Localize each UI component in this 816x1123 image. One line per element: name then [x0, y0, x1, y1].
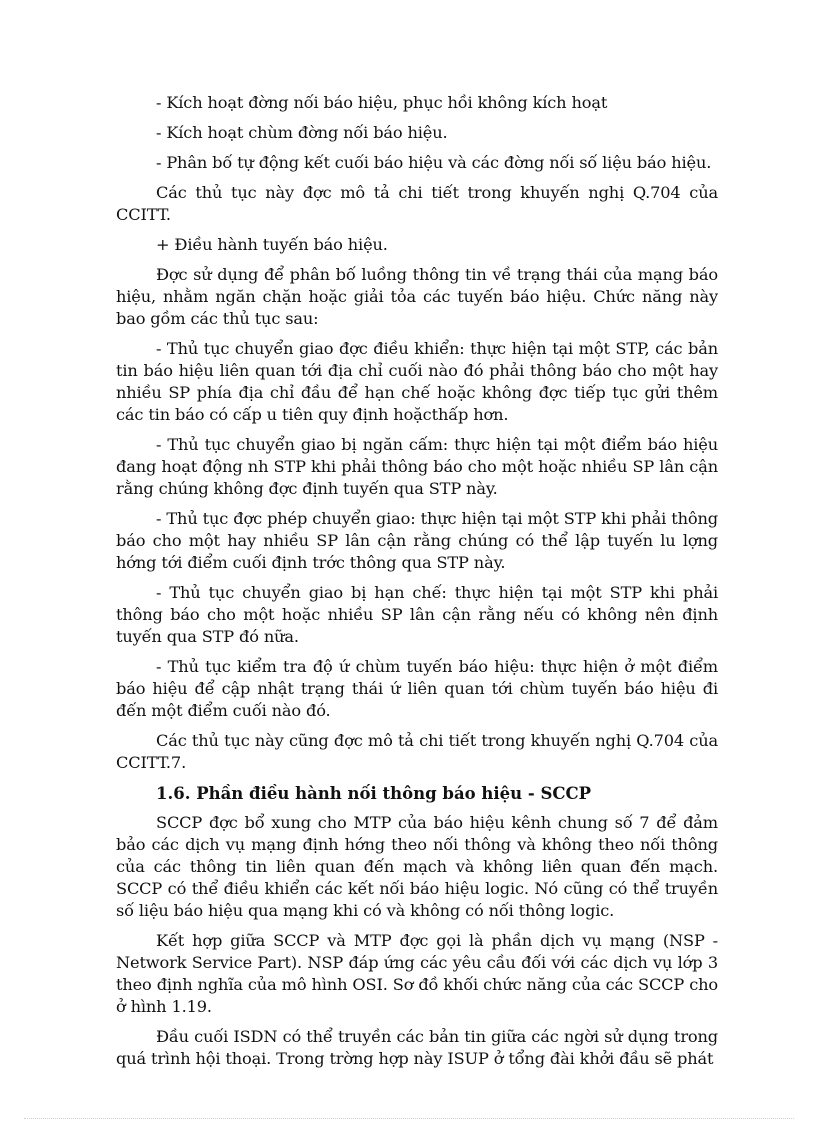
paragraph: - Phân bố tự động kết cuối báo hiệu và các đờng nối số liệu báo hiệu. — [156, 153, 712, 172]
paragraph: - Kích hoạt đờng nối báo hiệu, phục hồi không kích hoạt — [156, 93, 608, 112]
paragraph: - Thủ tục chuyển giao bị ngăn cấm: thực hiện tại một điểm báo hiệu đang hoạt động nh STP khi phải thông báo cho một hoặc nhiều SP lân cận rằng chúng không đợc định tuyến qua STP này. — [116, 435, 718, 498]
paragraph: - Thủ tục chuyển giao bị hạn chế: thực hiện tại một STP khi phải thông báo cho một hoặc nhiều SP lân cận rằng nếu có không nên định tuyến qua STP đó nữa. — [116, 583, 718, 646]
paragraph: Các thủ tục này cũng đợc mô tả chi tiết trong khuyến nghị Q.704 của CCITT.7. — [116, 731, 718, 772]
section-heading: 1.6. Phần điều hành nối thông báo hiệu - SCCP — [156, 784, 592, 803]
paragraph: - Kích hoạt chùm đờng nối báo hiệu. — [156, 123, 448, 142]
page-bottom-divider — [24, 1118, 794, 1119]
paragraph: SCCP đợc bổ xung cho MTP của báo hiệu kênh chung số 7 để đảm bảo các dịch vụ mạng định hớng theo nối thông và không theo nối thông của các thông tin liên quan đến mạch và không liên quan đến mạch. SCCP có thể điều khiển các kết nối báo hiệu logic. Nó cũng có thể truyền số liệu báo hiệu qua mạng khi có và không có nối thông logic. — [116, 813, 718, 920]
paragraph: - Thủ tục kiểm tra độ ứ chùm tuyến báo hiệu: thực hiện ở một điểm báo hiệu để cập nhật trạng thái ứ liên quan tới chùm tuyến báo hiệu đi đến một điểm cuối nào đó. — [116, 657, 718, 720]
paragraph: Các thủ tục này đợc mô tả chi tiết trong khuyến nghị Q.704 của CCITT. — [116, 183, 718, 224]
paragraph: Đầu cuối ISDN có thể truyền các bản tin giữa các ngời sử dụng trong quá trình hội thoại. Trong trờng hợp này ISUP ở tổng đài khởi đầu sẽ phát — [116, 1027, 718, 1068]
page-body — [116, 92, 718, 1078]
paragraph: Đợc sử dụng để phân bố luồng thông tin về trạng thái của mạng báo hiệu, nhằm ngăn chặn hoặc giải tỏa các tuyến báo hiệu. Chức năng này bao gồm các thủ tục sau: — [116, 265, 718, 328]
paragraph: - Thủ tục chuyển giao đợc điều khiển: thực hiện tại một STP, các bản tin báo hiệu liên quan tới địa chỉ cuối nào đó phải thông báo cho một hay nhiều SP phía địa chỉ đầu để hạn chế hoặc không đợc tiếp tục gửi thêm các tin báo có cấp u tiên quy định hoặcthấp hơn. — [116, 339, 718, 424]
paragraph: Kết hợp giữa SCCP và MTP đợc gọi là phần dịch vụ mạng (NSP - Network Service Part). NSP đáp ứng các yêu cầu đối với các dịch vụ lớp 3 theo định nghĩa của mô hình OSI. Sơ đồ khối chức năng của các SCCP cho ở hình 1.19. — [116, 931, 718, 1016]
paragraph: - Thủ tục đợc phép chuyển giao: thực hiện tại một STP khi phải thông báo cho một hay nhiều SP lân cận rằng chúng có thể lập tuyến lu lợng hớng tới điểm cuối định trớc thông qua STP này. — [116, 509, 718, 572]
paragraph: + Điều hành tuyến báo hiệu. — [156, 235, 388, 254]
